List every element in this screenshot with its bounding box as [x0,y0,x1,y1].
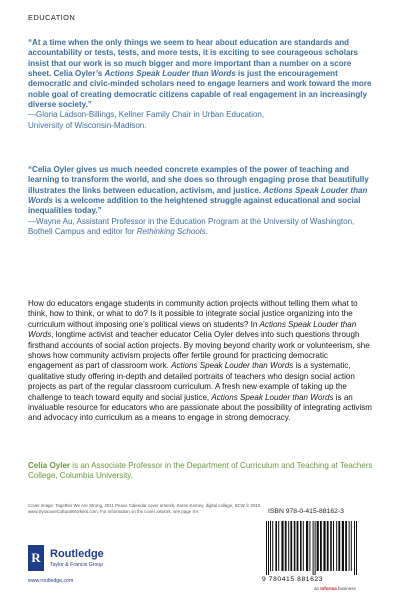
cover-credit: Cover image: Together We Are Strong, 2011 Peace Calendar cover artwork, Karen Kerney, digital collage, SCW © 2010. www.SyracuseCulturalWorkers.com. For information on the cover artwork, see page XV. [28,503,262,514]
barcode-bar [281,521,283,571]
routledge-logo-icon [28,545,44,571]
informa-tagline: an informa business [314,586,356,591]
barcode-bar [317,521,319,571]
barcode [262,519,380,575]
barcode-bar [288,521,289,571]
barcode-bar [306,521,308,571]
book-title: Actions Speak Louder than Words [28,319,357,340]
barcode-bar [356,521,357,575]
barcode-bar [303,521,304,571]
informa-brand: informa [320,586,337,591]
publisher-subtitle: Taylor & Francis Group [50,562,104,568]
author-bio: Celia Oyler is an Associate Professor in the Department of Curriculum and Teaching at Teachers College, Columbia University. [28,461,373,481]
barcode-bar [297,521,299,571]
journal-title: Rethinking Schools [136,227,206,237]
barcode-bar [313,521,314,575]
barcode-bar [320,521,322,571]
book-title: Actions Speak Louder than Words [28,185,368,206]
barcode-bar [278,521,279,571]
book-title: Actions Speak Louder than Words [211,392,334,402]
book-description: How do educators engage students in community action projects without telling them what to think, how to think, or what to do? Is it possible to integrate social justice organizing into the curriculum without imposing one’s political views on students? In Actions Speak Louder than Words, longtime activist and teacher educator Celia Oyler delves into such questions through firsthand accounts of social action projects. By moving beyond charity work or volunteerism, she shows how community activism projects offer fertile ground for practicing democratic engagement as part of classroom work. Actions Speak Louder than Words is a systematic, qualitative study offering in-depth and detailed portraits of teachers who design social action projects as part of the regular classroom curriculum. A fresh new example of taking up the challenge to teach toward equity and social justice, Actions Speak Louder than Words is an invaluable resource for educators who are passionate about the possibility of integrating activism and advocacy into curriculum as a means to engage in strong democracy. [28,299,372,423]
publisher-name: Routledge [50,548,104,560]
category-label: EDUCATION [28,13,76,22]
book-title: Actions Speak Louder than Words [104,69,236,79]
barcode-bar [309,521,310,571]
barcode-bar [333,521,334,571]
barcode-bar [275,521,277,571]
barcode-bar [330,521,332,571]
endorsement-quote-1 [28,38,376,131]
publisher-website[interactable]: www.routledge.com [28,578,74,584]
barcode-number: 9 780415 881623 [262,576,324,583]
barcode-bar [338,521,340,571]
barcode-bar [266,521,267,575]
barcode-bar [294,521,296,571]
barcode-bar [285,521,287,571]
barcode-bar [351,521,352,571]
barcode-bar [290,521,292,571]
barcode-bar [272,521,273,571]
book-title: Actions Speak Louder than Words [171,361,294,371]
svg-text:R: R [31,550,41,565]
barcode-bar [327,521,329,571]
barcode-bar [354,521,355,575]
isbn-label: ISBN 978-0-415-88162-3 [268,508,344,515]
quote-text: “Celia Oyler gives us much needed concrete examples of the power of teaching and learning to transform the world, and she does so through engaging prose that beautifully illustrates the links between education, activism, and justice. Actions Speak Louder than Words is a welcome addition to the heightened struggle against educational and social inequalities today.” [28,165,369,216]
barcode-bar [268,521,269,575]
barcode-bar [315,521,316,575]
barcode-graphic [262,519,380,575]
quote-attribution: —Gloria Ladson-Billings, Kellner Family Chair in Urban Education, University of Wisconsin-Madison. [28,110,265,130]
barcode-bar [300,521,302,571]
barcode-bar [323,521,325,571]
quote-text: “At a time when the only things we seem to hear about education are standards and accountability or tests, tests, and more tests, it is exciting to see courageous scholars insist that our work is so much bigger and more important than a number on a score sheet. Celia Oyler’s Actions Speak Louder than Words is just the encouragement democratic and civic-minded scholars need to engage learners and work toward the more noble goal of creating democratic citizens capable of real engagement in an increasingly diverse society.” [28,38,372,110]
barcode-bar [349,521,350,571]
barcode-bar [342,521,344,571]
author-name: Celia Oyler [28,461,71,470]
quote-attribution: —Wayne Au, Assistant Professor in the Education Program at the University of Washington, Bothell Campus and editor for Rethinking Schools. [28,216,355,237]
barcode-bar [336,521,337,571]
endorsement-quote-2 [28,165,376,237]
barcode-bar [345,521,347,571]
barcode-bar [270,521,271,571]
